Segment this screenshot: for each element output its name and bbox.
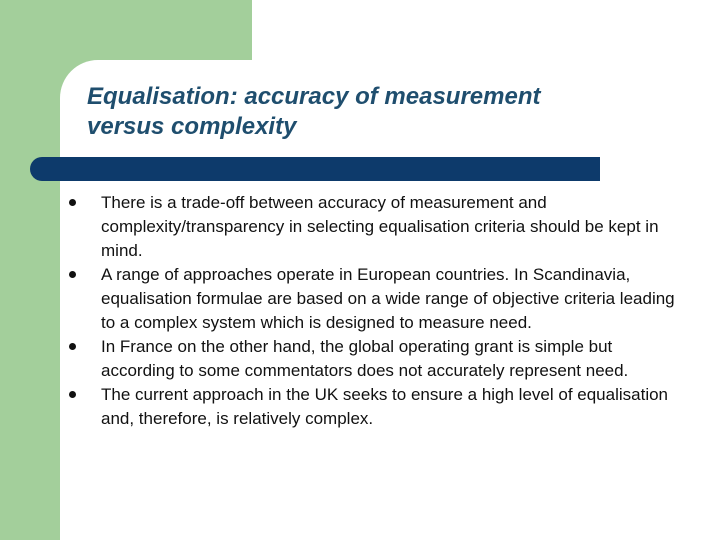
bullet-dot-icon <box>69 199 76 206</box>
bullet-text: In France on the other hand, the global operating grant is simple but according to some commentators does not accurately represent need. <box>101 337 629 380</box>
bullet-list <box>66 191 676 431</box>
bullet-item <box>66 383 676 431</box>
bullet-item <box>66 335 676 383</box>
bullet-text: There is a trade-off between accuracy of measurement and complexity/transparency in selecting equalisation criteria should be kept in mind. <box>101 193 659 260</box>
bullet-dot-icon <box>69 271 76 278</box>
title-divider-bar <box>30 157 600 181</box>
bullet-item <box>66 191 676 263</box>
bullet-dot-icon <box>69 343 76 350</box>
bullet-dot-icon <box>69 391 76 398</box>
bullet-text: A range of approaches operate in European countries. In Scandinavia, equalisation formulae are based on a wide range of objective criteria leading to a complex system which is designed to measure need. <box>101 265 675 332</box>
slide-title: Equalisation: accuracy of measurement versus complexity <box>87 83 541 140</box>
bullet-item <box>66 263 676 335</box>
bullet-text: The current approach in the UK seeks to ensure a high level of equalisation and, therefore, is relatively complex. <box>101 385 669 428</box>
